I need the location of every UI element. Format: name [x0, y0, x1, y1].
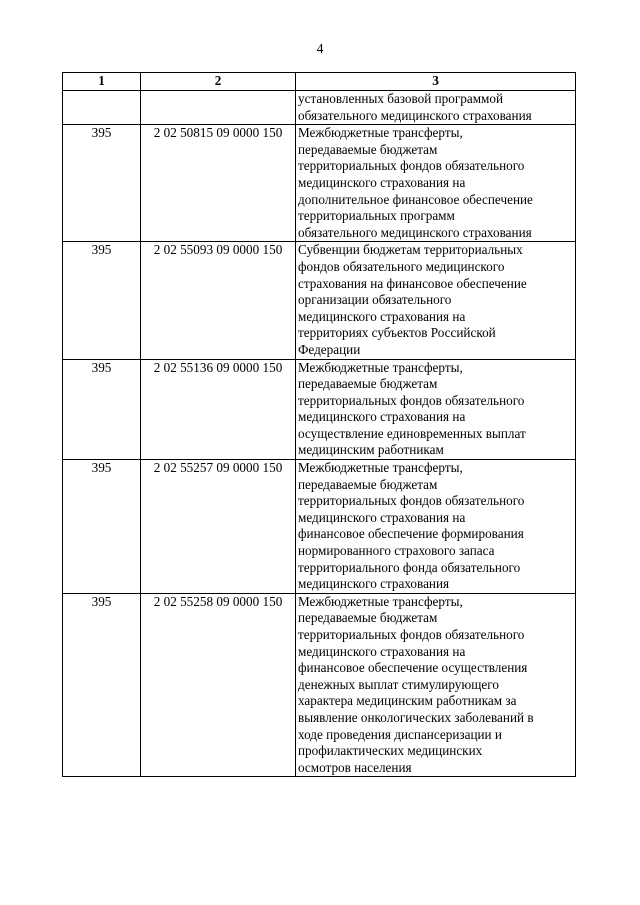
description-line: Межбюджетные трансферты,	[298, 593, 463, 609]
description-line: территориях субъектов Российской	[298, 325, 496, 341]
description-line: территориальных фондов обязательного	[298, 158, 525, 174]
description-line: осуществление единовременных выплат	[298, 425, 526, 441]
description-line: обязательного медицинского страхования	[298, 107, 532, 123]
description-line: ходе проведения диспансеризации и	[298, 726, 502, 742]
table-header-row	[63, 73, 576, 91]
table-row	[63, 242, 576, 359]
description-line: обязательного медицинского страхования	[298, 224, 532, 240]
budget-classification-code-cell: 2 02 55093 09 0000 150	[141, 242, 296, 359]
admin-code-cell: 395	[63, 242, 141, 359]
description-line: денежных выплат стимулирующего	[298, 676, 499, 692]
description-line: нормированного страхового запаса	[298, 543, 495, 559]
description-line: передаваемые бюджетам	[298, 376, 438, 392]
description-line: территориальных программ	[298, 208, 455, 224]
description-line: Федерации	[298, 341, 361, 357]
description-line: Межбюджетные трансферты,	[298, 460, 463, 476]
admin-code-cell: 395	[63, 460, 141, 594]
header-col-2: 2	[141, 73, 296, 91]
description-line: характера медицинским работникам за	[298, 693, 517, 709]
budget-codes-table	[62, 72, 576, 777]
description-line: Межбюджетные трансферты,	[298, 125, 463, 141]
budget-classification-code-cell: 2 02 55257 09 0000 150	[141, 460, 296, 594]
table-row	[63, 125, 576, 242]
description-line: передаваемые бюджетам	[298, 141, 438, 157]
description-cell	[296, 593, 576, 777]
description-line: территориальных фондов обязательного	[298, 627, 525, 642]
table-row	[63, 359, 576, 460]
description-line: территориального фонда обязательного	[298, 559, 521, 575]
description-line: организации обязательного	[298, 292, 452, 308]
description-line: медицинского страхования на	[298, 308, 466, 324]
admin-code-cell: 395	[63, 359, 141, 460]
description-cell	[296, 359, 576, 460]
description-line: Субвенции бюджетам территориальных	[298, 242, 523, 258]
budget-classification-code-cell: 2 02 50815 09 0000 150	[141, 125, 296, 242]
description-line: выявление онкологических заболеваний в	[298, 709, 534, 725]
description-line: медицинского страхования на	[298, 509, 466, 525]
table-row	[63, 460, 576, 594]
description-line: дополнительное финансовое обеспечение	[298, 191, 533, 207]
table-row	[63, 593, 576, 777]
page-number: 4	[316, 42, 324, 57]
description-line: территориальных фондов обязательного	[298, 392, 525, 408]
budget-classification-code-cell: 2 02 55258 09 0000 150	[141, 593, 296, 777]
description-line: территориальных фондов обязательного	[298, 493, 525, 509]
description-line: медицинского страхования	[298, 576, 450, 592]
description-line: Межбюджетные трансферты,	[298, 359, 463, 375]
description-cell	[296, 242, 576, 359]
description-line: медицинского страхования на	[298, 409, 466, 425]
description-line: страхования на финансовое обеспечение	[298, 275, 527, 291]
description-line: медицинского страхования на	[298, 643, 466, 659]
admin-code-cell	[63, 91, 141, 125]
table-row	[63, 91, 576, 125]
description-line: фондов обязательного медицинского	[298, 258, 505, 274]
description-line: передаваемые бюджетам	[298, 476, 438, 492]
description-line: осмотров населения	[298, 759, 412, 775]
description-line: финансовое обеспечение осуществления	[298, 660, 528, 676]
description-line: установленных базовой программой	[298, 91, 504, 106]
description-line: передаваемые бюджетам	[298, 610, 438, 626]
description-line: финансовое обеспечение формирования	[298, 526, 524, 542]
description-cell	[296, 91, 576, 125]
description-line: профилактических медицинских	[298, 743, 483, 759]
description-line: медицинского страхования на	[298, 174, 466, 190]
admin-code-cell: 395	[63, 593, 141, 777]
budget-classification-code-cell: 2 02 55136 09 0000 150	[141, 359, 296, 460]
header-col-3: 3	[296, 73, 576, 91]
description-cell	[296, 460, 576, 594]
budget-classification-code-cell	[141, 91, 296, 125]
admin-code-cell: 395	[63, 125, 141, 242]
header-col-1: 1	[63, 73, 141, 91]
description-cell	[296, 125, 576, 242]
table-body	[63, 91, 576, 777]
description-line: медицинским работникам	[298, 442, 444, 458]
